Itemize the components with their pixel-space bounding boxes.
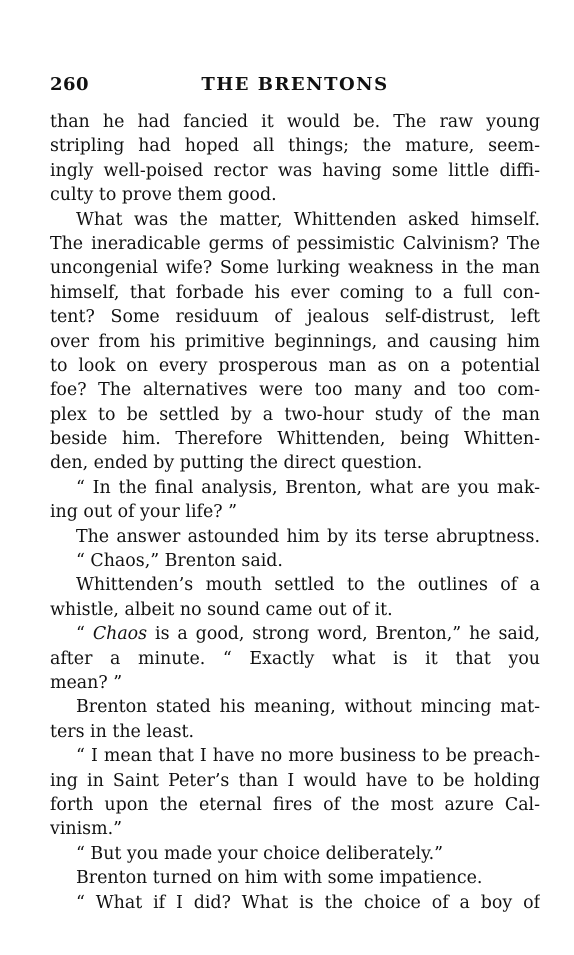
- body-text: [50, 110, 540, 915]
- text-line: himself, that forbade his ever coming to a full con-: [50, 282, 540, 303]
- text-line: den, ended by putting the direct question.: [50, 453, 423, 474]
- text-line: mean? ”: [50, 672, 123, 693]
- text-line: tent? Some residuum of jealous self-distrust, left: [50, 307, 540, 328]
- text-line: plex to be settled by a two-hour study of the man: [50, 404, 540, 425]
- text-line: “ What if I did? What is the choice of a boy of: [76, 892, 540, 913]
- text-line: whistle, albeit no sound came out of it.: [50, 599, 393, 620]
- text-line: “ In the final analysis, Brenton, what are you mak-: [76, 477, 540, 498]
- text-line: vinism.”: [50, 819, 122, 840]
- text-line: “ But you made your choice deliberately.”: [76, 843, 444, 864]
- page-header: [50, 74, 540, 100]
- text-line: “ Chaos is a good, strong word, Brenton,” he said,: [76, 624, 540, 645]
- text-line: stripling had hoped all things; the mature, seem-: [50, 136, 540, 157]
- text-line: forth upon the eternal fires of the most azure Cal-: [50, 794, 540, 815]
- text-line: Brenton turned on him with some impatience.: [76, 868, 483, 889]
- text-line: after a minute. “ Exactly what is it that you: [50, 648, 540, 669]
- text-line: What was the matter, Whittenden asked himself.: [76, 209, 540, 230]
- text-line: culty to prove them good.: [50, 185, 277, 206]
- text-line: uncongenial wife? Some lurking weakness in the man: [50, 258, 540, 279]
- text-line: than he had fancied it would be. The raw young: [50, 112, 540, 132]
- italic-word: Chaos: [92, 624, 148, 645]
- text-line: ing in Saint Peter’s than I would have to be holding: [50, 770, 540, 791]
- text-line: Whittenden’s mouth settled to the outlines of a: [76, 575, 540, 596]
- text-line: foe? The alternatives were too many and too com-: [50, 380, 540, 401]
- text-line: “ I mean that I have no more business to be preach-: [76, 746, 540, 767]
- text-line: beside him. Therefore Whittenden, being Whitten-: [50, 429, 540, 450]
- text-line: ters in the least.: [50, 721, 195, 742]
- text-line: The answer astounded him by its terse abruptness.: [76, 526, 540, 547]
- text-line: Brenton stated his meaning, without mincing mat-: [76, 697, 540, 718]
- text-line: “ Chaos,” Brenton said.: [76, 551, 283, 572]
- running-head: THE BRENTONS: [201, 74, 389, 95]
- text-line: The ineradicable germs of pessimistic Calvinism? The: [50, 233, 540, 254]
- text-line: ing out of your life? ”: [50, 502, 237, 523]
- text-line: ingly well-poised rector was having some little diffi-: [50, 160, 540, 181]
- text-line: to look on every prosperous man as on a potential: [50, 355, 540, 376]
- text-line: over from his primitive beginnings, and causing him: [50, 331, 540, 352]
- page-number: 260: [50, 74, 90, 95]
